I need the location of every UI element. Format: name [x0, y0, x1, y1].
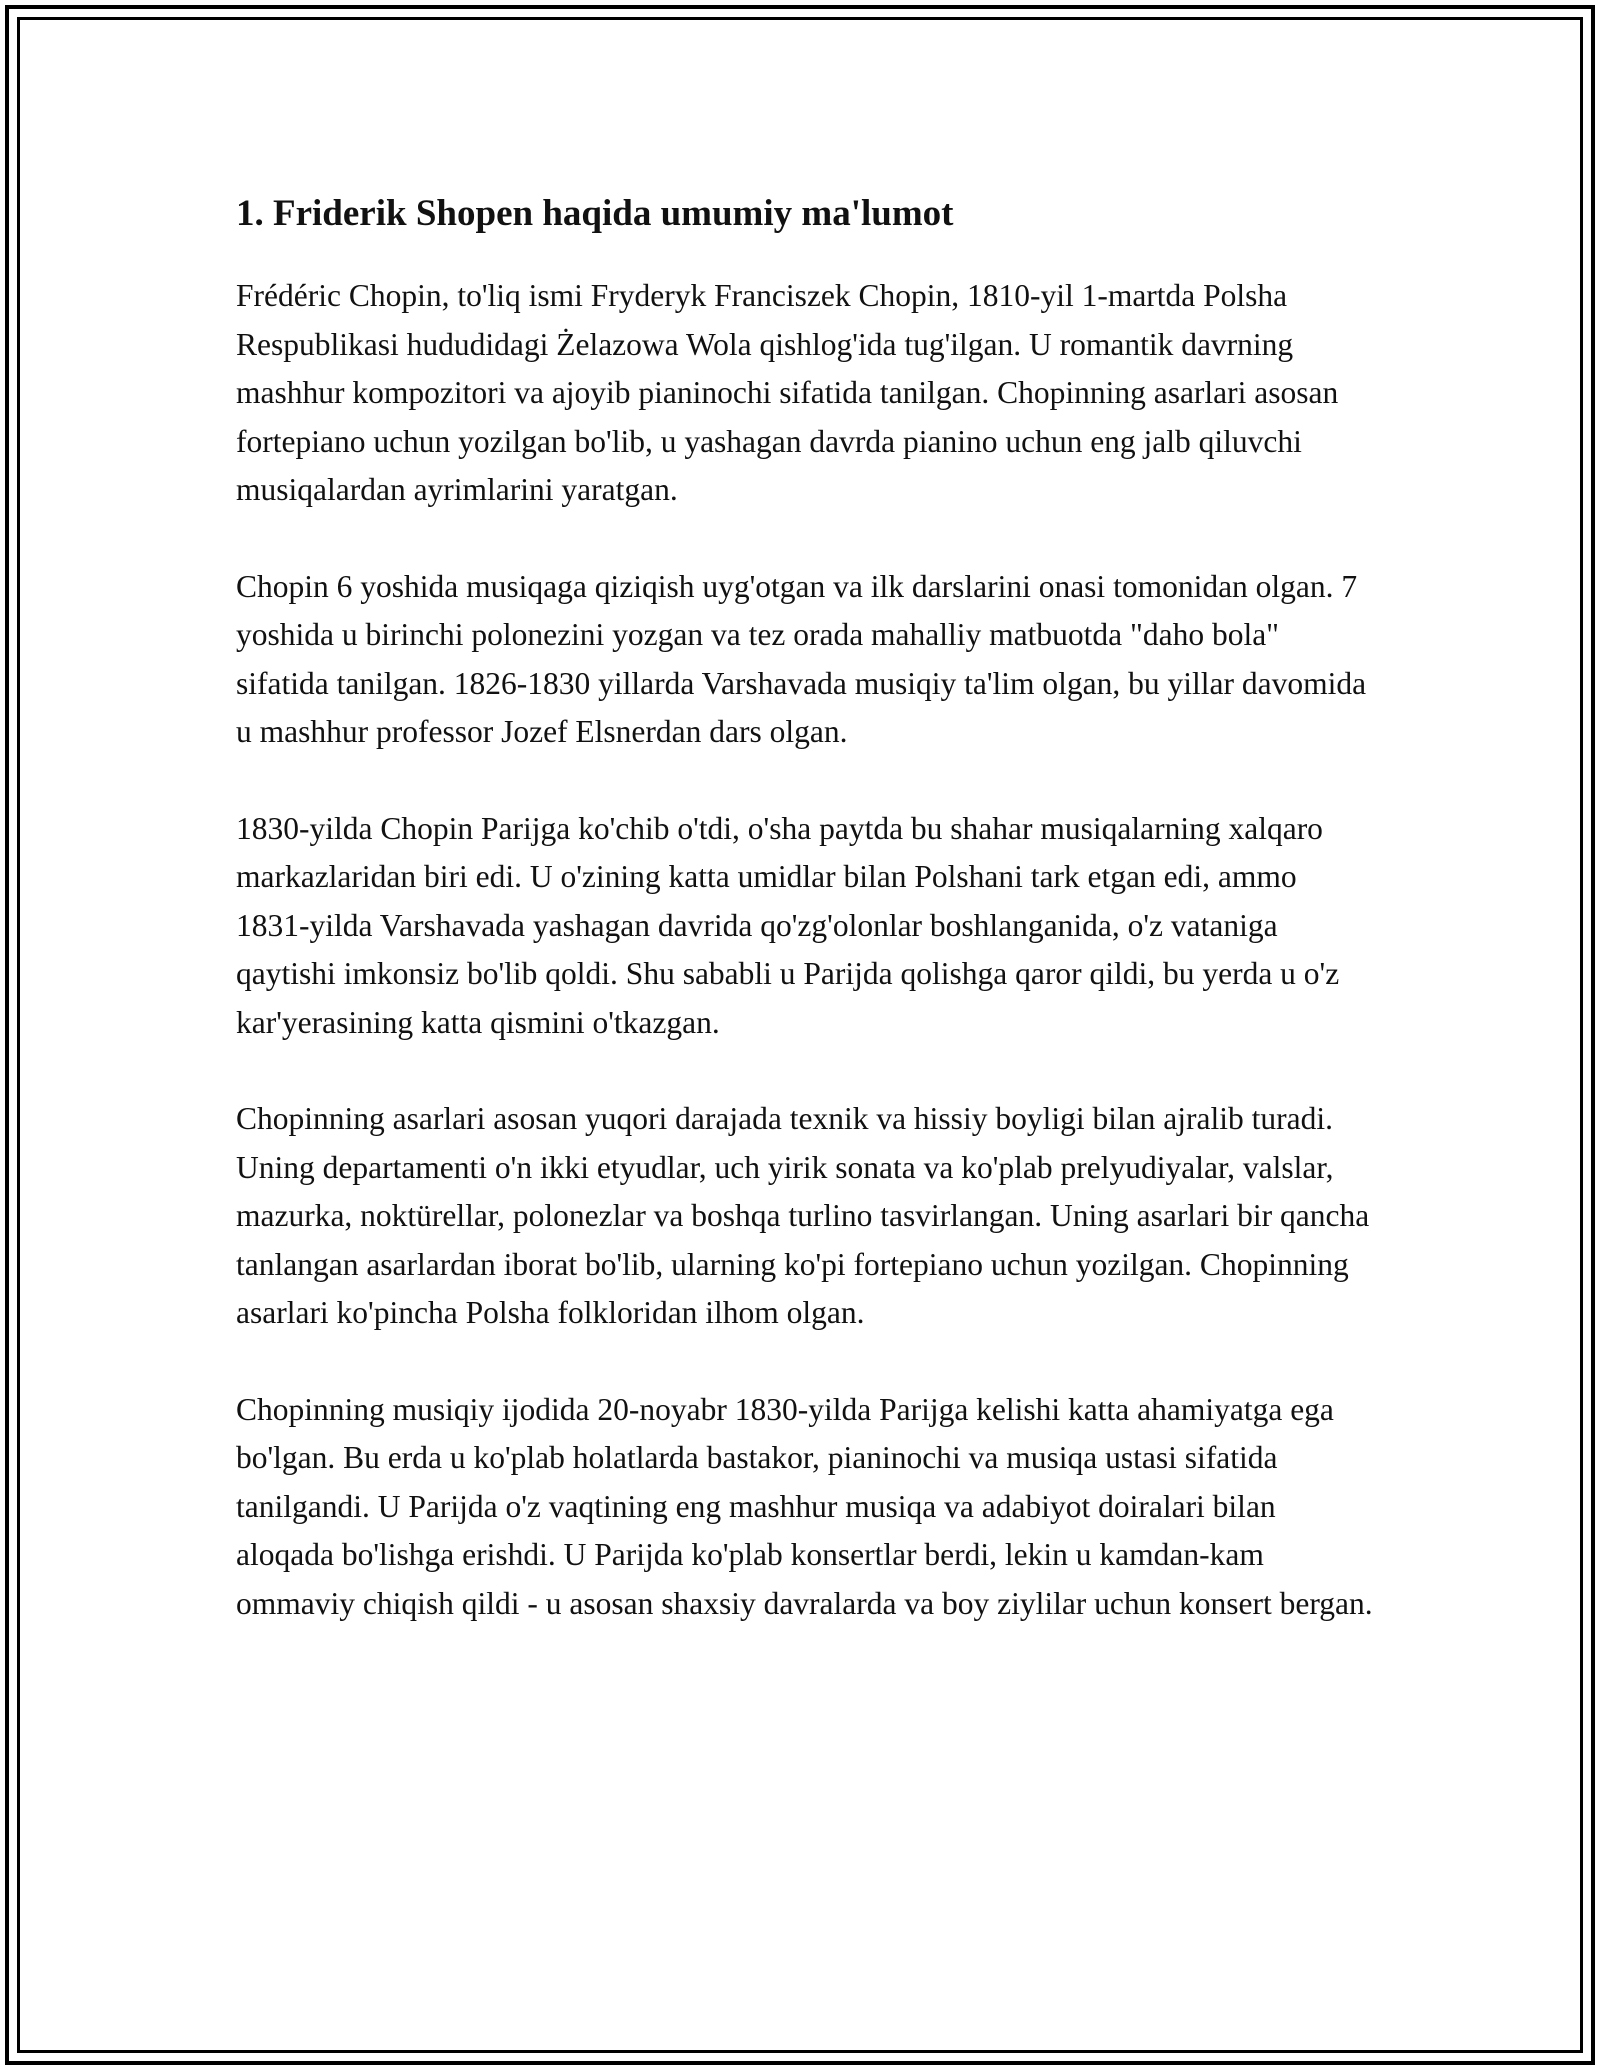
- paragraph-birth: Frédéric Chopin, to'liq ismi Fryderyk Franciszek Chopin, 1810-yil 1-martda Polsha Respublikasi hududidagi Żelazowa Wola qishlog'ida tug'ilgan. U romantik davrning mashhur kompozitori va ajoyib pianinochi sifatida tanilgan. Chopinning asarlari asosan fortepiano uchun yozilgan bo'lib, u yashagan davrda pianino uchun eng jalb qiluvchi musiqalardan ayrimlarini yaratgan.: [236, 278, 1339, 507]
- document-body: [236, 186, 1376, 1676]
- paragraph-works: Chopinning asarlari asosan yuqori darajada texnik va hissiy boyligi bilan ajralib turadi. Uning departamenti o'n ikki etyudlar, uch yirik sonata va ko'plab prelyudiyalar, valslar, mazurka, noktürellar, polonezlar va boshqa turlino tasvirlangan. Uning asarlari bir qancha tanlangan asarlardan iborat bo'lib, ularning ko'pi fortepiano uchun yozilgan. Chopinning asarlari ko'pincha Polsha folkloridan ilhom olgan.: [236, 1101, 1370, 1330]
- paragraph-paris-move: 1830-yilda Chopin Parijga ko'chib o'tdi, o'sha paytda bu shahar musiqalarning xalqaro markazlaridan biri edi. U o'zining katta umidlar bilan Polshani tark etgan edi, ammo 1831-yilda Varshavada yashagan davrida qo'zg'olonlar boshlanganida, o'z vataniga qaytishi imkonsiz bo'lib qoldi. Shu sababli u Parijda qolishga qaror qildi, bu yerda u o'z kar'yerasining katta qismini o'tkazgan.: [236, 810, 1340, 1040]
- paragraph-paris-career: Chopinning musiqiy ijodida 20-noyabr 1830-yilda Parijga kelishi katta ahamiyatga ega bo'lgan. Bu erda u ko'plab holatlarda bastakor, pianinochi va musiqa ustasi sifatida tanilgandi. U Parijda o'z vaqtining eng mashhur musiqa va adabiyot doiralari bilan aloqada bo'lishga erishdi. U Parijda ko'plab konsertlar berdi, lekin u kamdan-kam ommaviy chiqish qildi - u asosan shaxsiy davralarda va boy ziylilar uchun konsert bergan.: [236, 1391, 1373, 1621]
- section-heading: 1. Friderik Shopen haqida umumiy ma'lumot: [236, 193, 954, 234]
- paragraph-childhood: Chopin 6 yoshida musiqaga qiziqish uyg'otgan va ilk darslarini onasi tomonidan olgan. 7 yoshida u birinchi polonezini yozgan va tez orada mahalliy matbuotda "daho bola" sifatida tanilgan. 1826-1830 yillarda Varshavada musiqiy ta'lim olgan, bu yillar davomida u mashhur professor Jozef Elsnerdan dars olgan.: [236, 568, 1367, 749]
